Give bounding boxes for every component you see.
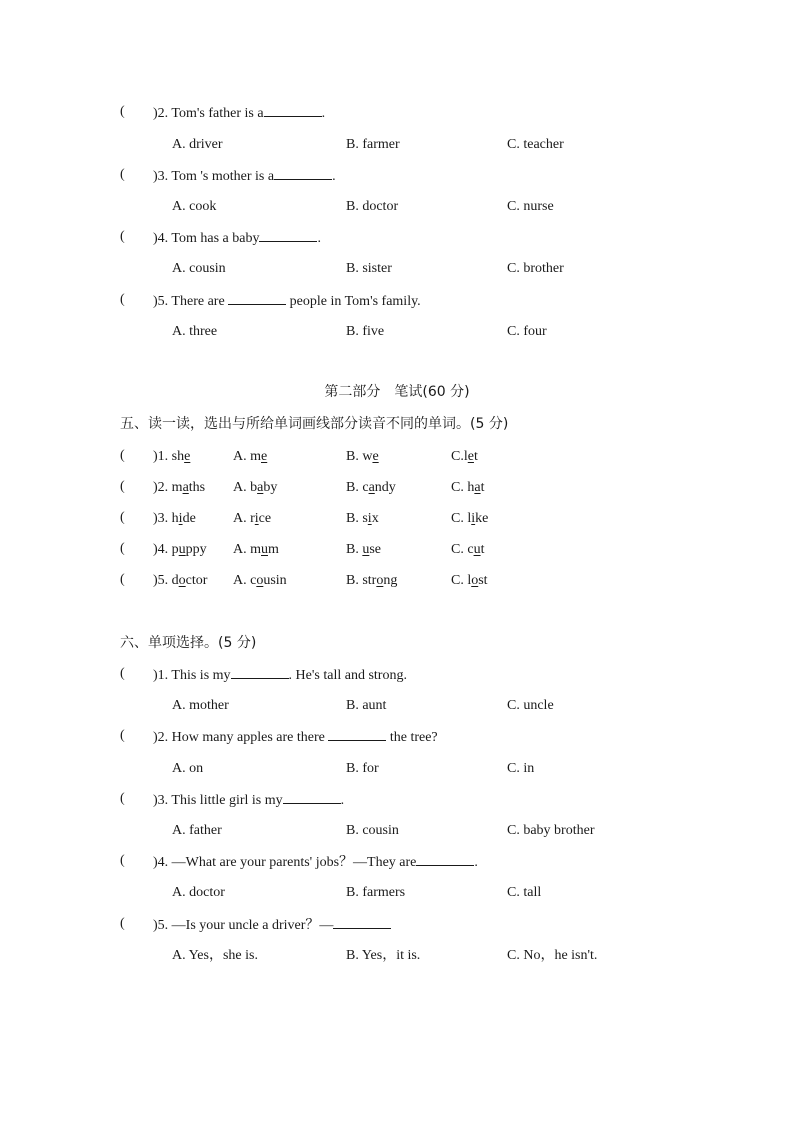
answer-paren-open: ( [120, 541, 125, 556]
word-part: ppy [185, 542, 207, 557]
option-b: B. farmer [346, 137, 400, 152]
question-number: )4. [153, 231, 172, 246]
question-stem [153, 167, 336, 186]
option-c: C. four [507, 324, 547, 339]
word-part: A. m [233, 542, 261, 557]
underlined-letter: a [368, 480, 375, 495]
question-number: )5. [153, 573, 172, 588]
option-c: C. No，he isn't. [507, 948, 598, 963]
option-a: A. mother [172, 698, 229, 713]
question-number: )3. [153, 511, 172, 526]
question-stem [153, 728, 438, 747]
underlined-letter: i [178, 511, 183, 526]
underlined-letter: a [257, 480, 264, 495]
word-part: t [473, 449, 478, 464]
question-stem [153, 229, 321, 248]
given-word [153, 541, 207, 559]
word-part: C. l [451, 573, 472, 588]
question-number: )3. [153, 169, 172, 184]
answer-blank[interactable] [259, 229, 317, 242]
question-stem [153, 791, 344, 810]
word-part: m [171, 480, 183, 495]
underlined-letter: i [471, 511, 476, 526]
underlined-letter: e [467, 449, 474, 464]
option-a: A. father [172, 823, 222, 838]
option-a: A. on [172, 761, 204, 776]
answer-paren-open: ( [120, 853, 125, 868]
option-a: A. cousin [172, 261, 226, 276]
question-text: Tom 's mother is a [171, 169, 275, 184]
option-c: C. teacher [507, 137, 564, 152]
answer-paren-open: ( [120, 292, 125, 307]
word-part: A. r [233, 511, 255, 526]
question-text-end: . [321, 106, 326, 121]
question-number: )2. [153, 480, 172, 495]
option-c: C. in [507, 761, 535, 776]
answer-blank[interactable] [328, 728, 386, 741]
question-text-end: . [340, 793, 345, 808]
question-number: )1. [153, 668, 172, 683]
option-c [451, 479, 484, 497]
option-b: B. sister [346, 261, 392, 276]
section-title: 五、读一读，选出与所给单词画线部分读音不同的单词。(5 分) [120, 416, 509, 432]
question-number: )3. [153, 793, 172, 808]
word-part: h [171, 511, 179, 526]
underlined-letter: e [184, 449, 191, 464]
underlined-letter: i [367, 511, 372, 526]
underlined-letter: u [178, 542, 186, 557]
question-number: )2. [153, 106, 172, 121]
word-part: A. m [233, 449, 261, 464]
word-part: p [171, 542, 179, 557]
given-word [153, 448, 190, 466]
answer-blank[interactable] [416, 853, 474, 866]
word-part: t [480, 480, 485, 495]
option-a [233, 510, 271, 528]
option-b: B. for [346, 761, 379, 776]
answer-paren-open: ( [120, 916, 125, 931]
option-c: C. brother [507, 261, 564, 276]
word-part: by [263, 480, 278, 495]
word-part: A. c [233, 573, 257, 588]
question-stem [153, 666, 407, 685]
question-number: )2. [153, 730, 172, 745]
word-part: m [268, 542, 279, 557]
answer-blank[interactable] [264, 104, 322, 117]
word-part: usin [263, 573, 287, 588]
option-c: C. baby brother [507, 823, 595, 838]
underlined-letter: u [261, 542, 268, 557]
question-text: There are [171, 294, 229, 309]
word-part: x [371, 511, 379, 526]
option-b: B. five [346, 324, 385, 339]
answer-paren-open: ( [120, 666, 125, 681]
answer-paren-open: ( [120, 510, 125, 525]
answer-paren-open: ( [120, 479, 125, 494]
question-text-end: . [317, 231, 321, 246]
underlined-letter: e [261, 449, 268, 464]
option-b [346, 572, 397, 590]
answer-blank[interactable] [274, 167, 332, 180]
question-number: )5. [153, 918, 172, 933]
question-text-end: . [332, 169, 336, 184]
question-stem [153, 853, 478, 872]
word-part: d [171, 573, 179, 588]
answer-paren-open: ( [120, 448, 125, 463]
answer-blank[interactable] [228, 292, 286, 305]
underlined-letter: o [256, 573, 264, 588]
option-a: A. doctor [172, 885, 225, 900]
option-b: B. aunt [346, 698, 387, 713]
underlined-letter: o [178, 573, 186, 588]
option-b: B. cousin [346, 823, 399, 838]
option-c [451, 448, 478, 466]
question-number: )4. [153, 542, 172, 557]
word-part: B. str [346, 573, 377, 588]
question-text-end: . [474, 855, 478, 870]
question-text: This little girl is my [171, 793, 283, 808]
question-stem [153, 292, 421, 311]
option-b [346, 541, 381, 559]
word-part: B. w [346, 449, 373, 464]
question-text: How many apples are there [171, 730, 329, 745]
word-part: C.l [451, 449, 468, 464]
question-text: —Is your uncle a driver？— [171, 918, 334, 933]
option-c [451, 541, 484, 559]
question-text: Tom's father is a [171, 106, 264, 121]
word-part: sh [171, 449, 185, 464]
option-b: B. farmers [346, 885, 406, 900]
answer-paren-open: ( [120, 728, 125, 743]
option-a: A. three [172, 324, 218, 339]
option-c [451, 510, 488, 528]
option-a: A. driver [172, 137, 223, 152]
word-part: A. b [233, 480, 258, 495]
option-b [346, 479, 396, 497]
given-word [153, 572, 207, 590]
word-part: st [478, 573, 488, 588]
answer-paren-open: ( [120, 104, 125, 119]
question-text-end: people in Tom's family. [286, 294, 421, 309]
word-part: ths [188, 480, 206, 495]
option-a: A. Yes，she is. [172, 948, 258, 963]
option-c: C. nurse [507, 199, 554, 214]
answer-blank[interactable] [333, 916, 391, 929]
word-part: t [480, 542, 485, 557]
word-part: se [369, 542, 382, 557]
answer-paren-open: ( [120, 167, 125, 182]
answer-paren-open: ( [120, 572, 125, 587]
word-part: C. c [451, 542, 474, 557]
option-a [233, 572, 287, 590]
word-part: ce [258, 511, 272, 526]
word-part: de [182, 511, 196, 526]
option-a [233, 541, 279, 559]
word-part: C. l [451, 511, 472, 526]
word-part: B. s [346, 511, 368, 526]
answer-blank[interactable] [283, 791, 341, 804]
option-a [233, 479, 277, 497]
question-stem [153, 104, 325, 123]
question-number: )5. [153, 294, 172, 309]
given-word [153, 479, 205, 497]
underlined-letter: o [376, 573, 384, 588]
word-part: B. c [346, 480, 369, 495]
underlined-letter: e [372, 449, 379, 464]
option-b: B. doctor [346, 199, 399, 214]
word-part: ctor [185, 573, 208, 588]
option-b: B. Yes，it is. [346, 948, 421, 963]
word-part: C. h [451, 480, 475, 495]
question-text-end: the tree? [386, 730, 438, 745]
answer-blank[interactable] [231, 666, 289, 679]
option-c: C. uncle [507, 698, 554, 713]
question-text: —What are your parents' jobs？—They are [171, 855, 417, 870]
underlined-letter: u [362, 542, 370, 557]
option-b [346, 448, 379, 466]
word-part: ndy [374, 480, 396, 495]
question-text: Tom has a baby [171, 231, 260, 246]
underlined-letter: a [474, 480, 481, 495]
option-b [346, 510, 379, 528]
given-word [153, 510, 196, 528]
underlined-letter: u [473, 542, 481, 557]
underlined-letter: o [471, 573, 479, 588]
question-stem [153, 916, 391, 935]
answer-paren-open: ( [120, 791, 125, 806]
part-title: 第二部分 笔试(60 分) [324, 384, 470, 400]
section-title: 六、单项选择。(5 分) [120, 635, 257, 651]
underlined-letter: a [182, 480, 189, 495]
answer-paren-open: ( [120, 229, 125, 244]
option-a: A. cook [172, 199, 217, 214]
question-number: )4. [153, 855, 172, 870]
question-text: This is my [171, 668, 231, 683]
word-part: ng [383, 573, 398, 588]
question-text-end: . He's tall and strong. [288, 668, 407, 683]
underlined-letter: i [254, 511, 259, 526]
word-part: B. [346, 542, 363, 557]
word-part: ke [475, 511, 489, 526]
option-c: C. tall [507, 885, 542, 900]
question-number: )1. [153, 449, 172, 464]
option-a [233, 448, 267, 466]
option-c [451, 572, 488, 590]
